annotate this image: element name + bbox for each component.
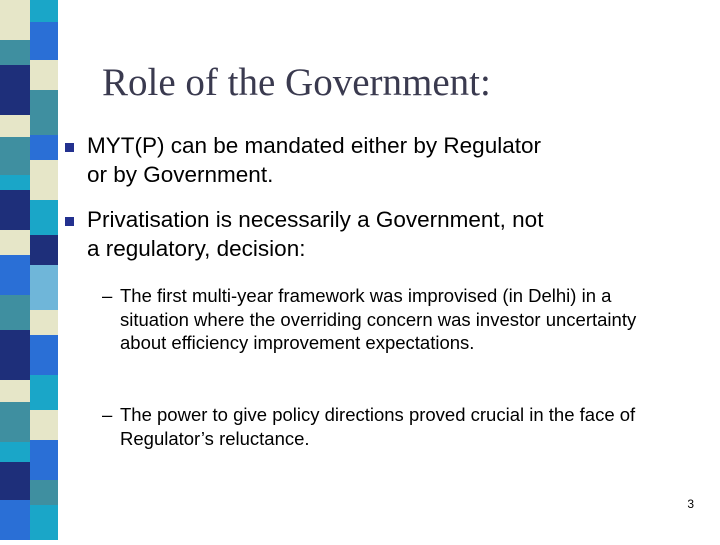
bullet-line: or by Government.	[87, 162, 274, 187]
bullet-marker	[65, 143, 74, 152]
side-bar-pattern	[0, 0, 72, 540]
dash-marker: –	[102, 404, 113, 425]
dash-marker: –	[102, 285, 113, 306]
slide-title: Role of the Government:	[102, 61, 491, 104]
bullet-line: a regulatory, decision:	[87, 236, 306, 261]
decorative-side-bar	[0, 0, 72, 540]
page-number: 3	[687, 497, 694, 511]
sub-bullet-text: The first multi-year framework was improvised (in Delhi) in a situation where the overriding concern was investor uncertainty about efficiency improvement expectations.	[120, 285, 637, 353]
bullet-line: Privatisation is necessarily a Government, not	[87, 207, 544, 232]
bullet-item	[87, 205, 543, 263]
bullet-item	[87, 131, 541, 189]
sub-bullet-item	[102, 403, 662, 450]
sub-bullet-item	[102, 284, 650, 355]
sub-bullet-text: The power to give policy directions proved crucial in the face of Regulator’s reluctance.	[120, 404, 636, 449]
bullet-line: MYT(P) can be mandated either by Regulator	[87, 133, 541, 158]
bullet-marker	[65, 217, 74, 226]
